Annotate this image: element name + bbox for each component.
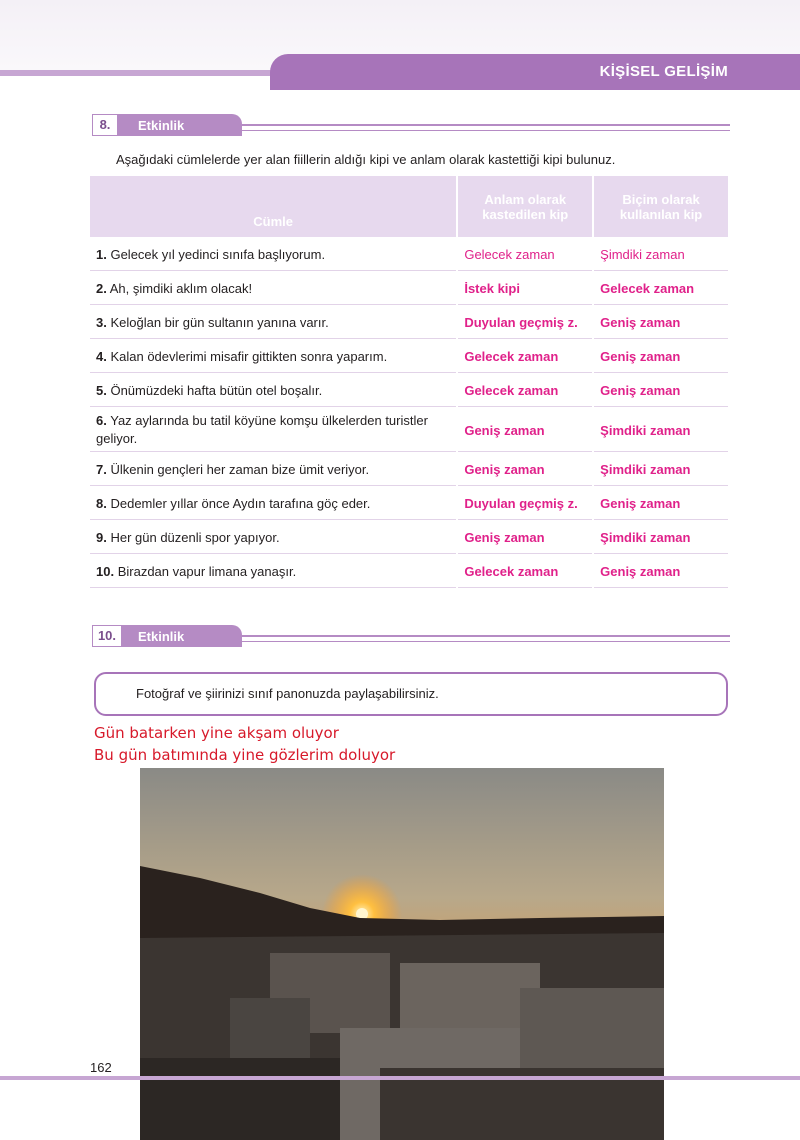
sentence-text: Yaz aylarında bu tatil köyüne komşu ülkelerden turistler geliyor. (96, 413, 428, 446)
activity-8-rule (240, 124, 730, 126)
row-number: 4. (96, 349, 107, 364)
table-row (90, 239, 728, 271)
sentence-cell (90, 488, 456, 520)
form-cell: Gelecek zaman (594, 273, 728, 305)
row-number: 9. (96, 530, 107, 545)
sentence-cell (90, 375, 456, 407)
note-box (94, 672, 728, 716)
meaning-cell: Gelecek zaman (458, 556, 592, 588)
form-cell: Geniş zaman (594, 488, 728, 520)
top-rule (0, 70, 300, 76)
table-row (90, 307, 728, 339)
row-number: 6. (96, 413, 107, 428)
table-row (90, 409, 728, 452)
meaning-cell: Duyulan geçmiş z. (458, 488, 592, 520)
sentence-text: Dedemler yıllar önce Aydın tarafına göç eder. (110, 496, 371, 511)
sentence-cell (90, 239, 456, 271)
row-number: 5. (96, 383, 107, 398)
meaning-cell: Geniş zaman (458, 522, 592, 554)
sentence-text: Birazdan vapur limana yanaşır. (117, 564, 297, 579)
chapter-title: KİŞİSEL GELİŞİM (599, 63, 728, 80)
header-sentence: Cümle (90, 176, 456, 237)
table-row (90, 556, 728, 588)
form-cell: Şimdiki zaman (594, 522, 728, 554)
row-number: 2. (96, 281, 107, 296)
activity-8-rule-thin (240, 130, 730, 131)
row-number: 1. (96, 247, 107, 262)
sunset-photo (140, 768, 664, 1140)
sentence-cell (90, 341, 456, 373)
activity-8-instruction: Aşağıdaki cümlelerde yer alan fiillerin aldığı kipi ve anlam olarak kastettiği kipi bulunuz. (116, 152, 616, 167)
footer-rule (0, 1076, 800, 1080)
sentence-cell (90, 409, 456, 452)
table-row (90, 375, 728, 407)
table-row (90, 488, 728, 520)
sentence-text: Önümüzdeki hafta bütün otel boşalır. (110, 383, 323, 398)
activity-8-label: Etkinlik (138, 118, 185, 133)
row-number: 3. (96, 315, 107, 330)
sentence-text: Ah, şimdiki aklım olacak! (109, 281, 253, 296)
meaning-cell: Gelecek zaman (458, 375, 592, 407)
poem-line-2: Bu gün batımında yine gözlerim doluyor (94, 746, 396, 764)
form-cell: Şimdiki zaman (594, 454, 728, 486)
table-row (90, 273, 728, 305)
sentence-text: Her gün düzenli spor yapıyor. (110, 530, 280, 545)
row-number: 10. (96, 564, 115, 579)
sentence-text: Gelecek yıl yedinci sınıfa başlıyorum. (110, 247, 326, 262)
table-row (90, 341, 728, 373)
poem-line-1: Gün batarken yine akşam oluyor (94, 724, 339, 742)
meaning-cell: Gelecek zaman (458, 341, 592, 373)
activity-8-number: 8. (92, 114, 118, 136)
activity-10-label: Etkinlik (138, 629, 185, 644)
row-number: 8. (96, 496, 107, 511)
sentence-cell (90, 522, 456, 554)
header-meaning: Anlam olarak kastedilen kip (458, 176, 592, 237)
form-cell: Geniş zaman (594, 307, 728, 339)
form-cell: Geniş zaman (594, 556, 728, 588)
table-row (90, 522, 728, 554)
sentence-text: Ülkenin gençleri her zaman bize ümit veriyor. (110, 462, 370, 477)
meaning-cell: İstek kipi (458, 273, 592, 305)
form-cell: Şimdiki zaman (594, 409, 728, 452)
meaning-cell: Gelecek zaman (458, 239, 592, 271)
form-cell: Geniş zaman (594, 341, 728, 373)
table-row (90, 454, 728, 486)
sentence-cell (90, 273, 456, 305)
row-number: 7. (96, 462, 107, 477)
activity-10-rule-thin (240, 641, 730, 642)
kip-table (88, 174, 730, 590)
page-number: 162 (90, 1060, 112, 1075)
meaning-cell: Geniş zaman (458, 454, 592, 486)
form-cell: Şimdiki zaman (594, 239, 728, 271)
note-text: Fotoğraf ve şiirinizi sınıf panonuzda paylaşabilirsiniz. (136, 686, 439, 701)
meaning-cell: Duyulan geçmiş z. (458, 307, 592, 339)
table-header-row (90, 176, 728, 237)
form-cell: Geniş zaman (594, 375, 728, 407)
sentence-cell (90, 307, 456, 339)
sentence-text: Keloğlan bir gün sultanın yanına varır. (110, 315, 329, 330)
sentence-cell (90, 454, 456, 486)
meaning-cell: Geniş zaman (458, 409, 592, 452)
activity-10-rule (240, 635, 730, 637)
header-form: Biçim olarak kullanılan kip (594, 176, 728, 237)
chapter-header (270, 54, 800, 90)
activity-10-number: 10. (92, 625, 122, 647)
sentence-text: Kalan ödevlerimi misafir gittikten sonra yaparım. (110, 349, 388, 364)
sentence-cell (90, 556, 456, 588)
sunset-photo-illustration (140, 768, 664, 1140)
